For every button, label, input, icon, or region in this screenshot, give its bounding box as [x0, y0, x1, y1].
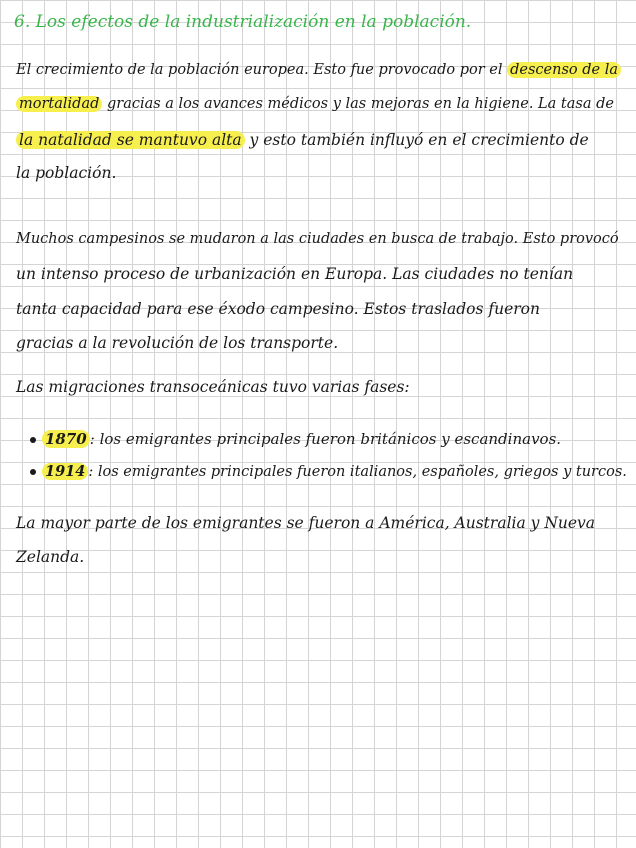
- page-title: 6. Los efectos de la industrialización en la población.: [14, 12, 472, 32]
- bullet-dot-icon: [30, 469, 36, 475]
- highlight-natalidad: la natalidad se mantuvo alta: [16, 131, 245, 149]
- p2-line-2: un intenso proceso de urbanización en Europa. Las ciudades no tenían: [16, 265, 574, 283]
- p1-line-2: [16, 96, 614, 112]
- highlight-year-1870: 1870: [42, 430, 90, 448]
- p2-line-1: Muchos campesinos se mudaron a las ciudades en busca de trabajo. Esto provocó: [16, 231, 619, 247]
- bullet-dot-icon: [30, 437, 36, 443]
- bullet-1914: [30, 463, 627, 480]
- p2-line-4: gracias a la revolución de los transporte.: [16, 334, 339, 352]
- p1-line-1-text: El crecimiento de la población europea. Esto fue provocado por el: [16, 62, 508, 78]
- bullet-1914-text: : los emigrantes principales fueron italianos, españoles, griegos y turcos.: [88, 464, 627, 480]
- p2-line-3: tanta capacidad para ese éxodo campesino. Estos traslados fueron: [16, 300, 540, 318]
- p1-line-4: la población.: [16, 164, 117, 182]
- bullet-1870: [30, 430, 561, 448]
- p4-line-2: Zelanda.: [16, 548, 85, 566]
- p4-line-1: La mayor parte de los emigrantes se fueron a América, Australia y Nueva: [16, 514, 596, 532]
- p1-line-1: [16, 62, 621, 78]
- bullet-1870-text: : los emigrantes principales fueron británicos y escandinavos.: [89, 430, 562, 448]
- highlight-year-1914: 1914: [42, 463, 88, 480]
- highlight-mortalidad: mortalidad: [16, 96, 102, 112]
- p3-heading: Las migraciones transoceánicas tuvo varias fases:: [16, 378, 410, 396]
- p1-line-3-text: y esto también influyó en el crecimiento de: [244, 131, 589, 149]
- highlight-descenso: descenso de la: [507, 62, 621, 78]
- p1-line-3: [16, 131, 589, 149]
- p1-line-2-text: gracias a los avances médicos y las mejoras en la higiene. La tasa de: [102, 96, 614, 112]
